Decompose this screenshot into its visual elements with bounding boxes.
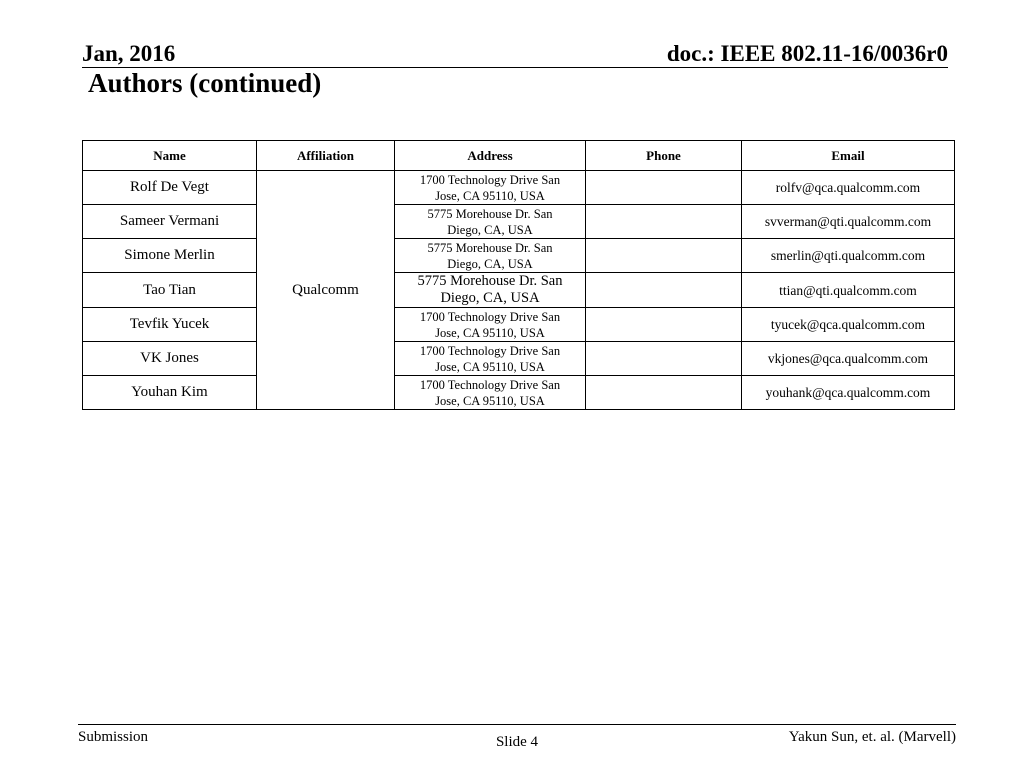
author-address bbox=[395, 171, 586, 205]
address-line-1: 1700 Technology Drive San bbox=[419, 377, 561, 392]
table-row bbox=[83, 376, 955, 410]
footer-submission: Submission bbox=[78, 729, 149, 745]
slide-number: Slide 4 bbox=[495, 734, 539, 750]
authors-table bbox=[82, 140, 955, 410]
author-email: tyucek@qca.qualcomm.com bbox=[742, 308, 955, 342]
author-email: smerlin@qti.qualcomm.com bbox=[742, 239, 955, 273]
address-line-1: 5775 Morehouse Dr. San bbox=[417, 273, 563, 289]
column-header-name: Name bbox=[83, 141, 257, 171]
address-line-2: Diego, CA, USA bbox=[447, 222, 533, 237]
author-name: Rolf De Vegt bbox=[83, 171, 257, 205]
address-line-1: 1700 Technology Drive San bbox=[419, 343, 561, 358]
table-row bbox=[83, 205, 955, 239]
table-header-row bbox=[83, 141, 955, 171]
author-name: Sameer Vermani bbox=[83, 205, 257, 239]
address-line-1: 1700 Technology Drive San bbox=[419, 172, 561, 187]
header-doc-id: doc.: IEEE 802.11-16/0036r0 bbox=[666, 41, 948, 66]
table-row bbox=[83, 171, 955, 205]
author-email: youhank@qca.qualcomm.com bbox=[742, 376, 955, 410]
address-line-2: Jose, CA 95110, USA bbox=[435, 359, 545, 374]
author-address bbox=[395, 273, 586, 308]
table-row bbox=[83, 342, 955, 376]
column-header-affiliation: Affiliation bbox=[257, 141, 395, 171]
address-line-2: Jose, CA 95110, USA bbox=[435, 393, 545, 408]
column-header-phone: Phone bbox=[586, 141, 742, 171]
author-email: svverman@qti.qualcomm.com bbox=[742, 205, 955, 239]
author-phone bbox=[586, 376, 742, 410]
slide-title: Authors (continued) bbox=[88, 68, 322, 98]
author-name: Tao Tian bbox=[83, 273, 257, 308]
author-address bbox=[395, 205, 586, 239]
author-phone bbox=[586, 308, 742, 342]
author-name: Simone Merlin bbox=[83, 239, 257, 273]
footer-author: Yakun Sun, et. al. (Marvell) bbox=[788, 729, 956, 745]
author-email: ttian@qti.qualcomm.com bbox=[742, 273, 955, 308]
author-affiliation: Qualcomm bbox=[257, 171, 395, 410]
author-name: VK Jones bbox=[83, 342, 257, 376]
author-address bbox=[395, 239, 586, 273]
author-address bbox=[395, 308, 586, 342]
address-line-2: Diego, CA, USA bbox=[447, 256, 533, 271]
author-name: Youhan Kim bbox=[83, 376, 257, 410]
table-row bbox=[83, 308, 955, 342]
table-row bbox=[83, 273, 955, 308]
author-phone bbox=[586, 239, 742, 273]
author-phone bbox=[586, 205, 742, 239]
address-line-2: Jose, CA 95110, USA bbox=[435, 188, 545, 203]
table-row bbox=[83, 239, 955, 273]
author-address bbox=[395, 376, 586, 410]
author-phone bbox=[586, 273, 742, 308]
column-header-address: Address bbox=[395, 141, 586, 171]
author-email: vkjones@qca.qualcomm.com bbox=[742, 342, 955, 376]
author-email: rolfv@qca.qualcomm.com bbox=[742, 171, 955, 205]
header-date: Jan, 2016 bbox=[82, 41, 176, 66]
footer-divider bbox=[78, 724, 956, 725]
address-line-1: 5775 Morehouse Dr. San bbox=[427, 240, 553, 255]
author-phone bbox=[586, 342, 742, 376]
address-line-1: 5775 Morehouse Dr. San bbox=[427, 206, 553, 221]
author-phone bbox=[586, 171, 742, 205]
address-line-2: Diego, CA, USA bbox=[440, 290, 540, 306]
address-line-2: Jose, CA 95110, USA bbox=[435, 325, 545, 340]
column-header-email: Email bbox=[742, 141, 955, 171]
author-name: Tevfik Yucek bbox=[83, 308, 257, 342]
author-address bbox=[395, 342, 586, 376]
address-line-1: 1700 Technology Drive San bbox=[419, 309, 561, 324]
